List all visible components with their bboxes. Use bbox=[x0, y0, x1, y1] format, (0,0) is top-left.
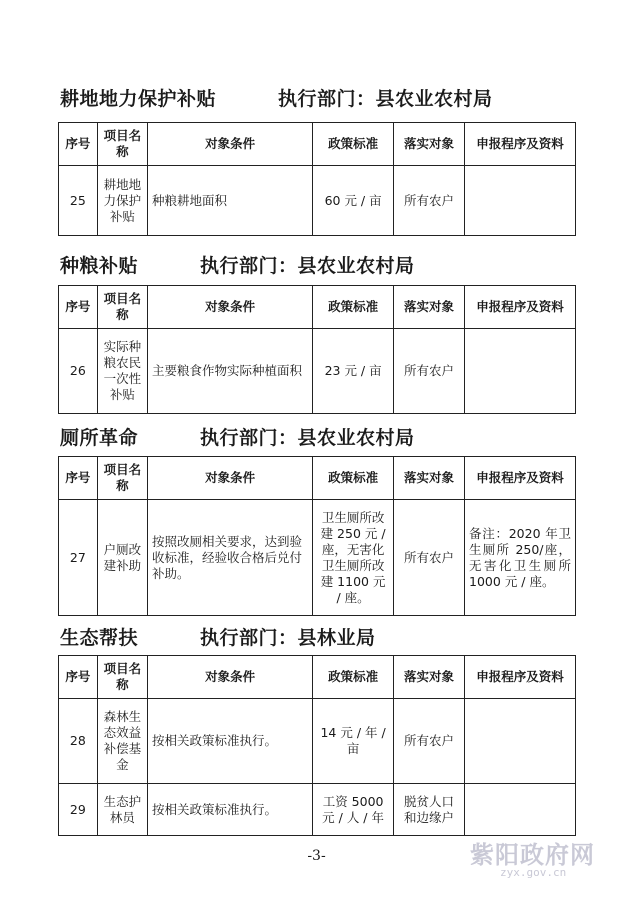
header-standard: 政策标准 bbox=[313, 286, 394, 329]
row-procedure: 备注：2020 年卫生厕所 250/座，无害化卫生厕所 1000 元 / 座。 bbox=[465, 500, 576, 616]
policy-table bbox=[58, 456, 576, 616]
section-department: 执行部门：县林业局 bbox=[200, 627, 376, 649]
page-number: -3- bbox=[307, 848, 326, 864]
policy-table bbox=[58, 285, 576, 414]
row-target: 所有农户 bbox=[393, 500, 464, 616]
table-row bbox=[59, 784, 576, 836]
row-standard: 60 元 / 亩 bbox=[313, 166, 394, 236]
section-department: 执行部门：县农业农村局 bbox=[200, 427, 415, 449]
row-procedure bbox=[465, 166, 576, 236]
section-department: 执行部门：县农业农村局 bbox=[278, 88, 493, 110]
row-procedure bbox=[465, 784, 576, 836]
header-standard: 政策标准 bbox=[313, 457, 394, 500]
row-procedure bbox=[465, 699, 576, 784]
header-target: 落实对象 bbox=[393, 457, 464, 500]
section-heading bbox=[60, 251, 415, 278]
row-standard: 工资 5000 元 / 人 / 年 bbox=[313, 784, 394, 836]
header-standard: 政策标准 bbox=[313, 123, 394, 166]
row-condition: 按照改厕相关要求，达到验收标准，经验收合格后兑付补助。 bbox=[147, 500, 312, 616]
section-title: 生态帮扶 bbox=[60, 627, 139, 649]
header-name: 项目名称 bbox=[97, 656, 147, 699]
header-no: 序号 bbox=[59, 656, 98, 699]
section-title: 种粮补贴 bbox=[60, 255, 139, 277]
watermark-site-name: 紫阳政府网 bbox=[470, 841, 595, 869]
row-condition: 主要粮食作物实际种植面积 bbox=[147, 329, 312, 414]
row-standard: 14 元 / 年 / 亩 bbox=[313, 699, 394, 784]
policy-table bbox=[58, 122, 576, 236]
section-heading bbox=[60, 423, 415, 450]
row-name: 森林生态效益补偿基金 bbox=[97, 699, 147, 784]
row-no: 26 bbox=[59, 329, 98, 414]
section-title: 耕地地力保护补贴 bbox=[60, 88, 217, 110]
section-title: 厕所革命 bbox=[60, 427, 139, 449]
table-header-row bbox=[59, 656, 576, 699]
table-row bbox=[59, 166, 576, 236]
header-name: 项目名称 bbox=[97, 457, 147, 500]
table-row bbox=[59, 500, 576, 616]
header-condition: 对象条件 bbox=[147, 286, 312, 329]
row-standard: 23 元 / 亩 bbox=[313, 329, 394, 414]
header-procedure: 申报程序及资料 bbox=[465, 656, 576, 699]
header-target: 落实对象 bbox=[393, 123, 464, 166]
row-no: 25 bbox=[59, 166, 98, 236]
row-name: 生态护林员 bbox=[97, 784, 147, 836]
header-name: 项目名称 bbox=[97, 286, 147, 329]
table-row bbox=[59, 329, 576, 414]
row-target: 所有农户 bbox=[393, 166, 464, 236]
row-no: 29 bbox=[59, 784, 98, 836]
row-no: 27 bbox=[59, 500, 98, 616]
row-standard: 卫生厕所改建 250 元 / 座，无害化卫生厕所改建 1100 元 / 座。 bbox=[313, 500, 394, 616]
row-procedure bbox=[465, 329, 576, 414]
header-no: 序号 bbox=[59, 286, 98, 329]
row-target: 脱贫人口和边缘户 bbox=[393, 784, 464, 836]
table-row bbox=[59, 699, 576, 784]
header-no: 序号 bbox=[59, 457, 98, 500]
header-condition: 对象条件 bbox=[147, 656, 312, 699]
policy-table bbox=[58, 655, 576, 836]
section-department: 执行部门：县农业农村局 bbox=[200, 255, 415, 277]
header-target: 落实对象 bbox=[393, 286, 464, 329]
table-header-row bbox=[59, 123, 576, 166]
row-name: 耕地地力保护补贴 bbox=[97, 166, 147, 236]
header-name: 项目名称 bbox=[97, 123, 147, 166]
watermark-url: zyx.gov.cn bbox=[500, 866, 567, 879]
header-procedure: 申报程序及资料 bbox=[465, 286, 576, 329]
header-standard: 政策标准 bbox=[313, 656, 394, 699]
section-heading bbox=[60, 84, 493, 111]
table-header-row bbox=[59, 457, 576, 500]
row-no: 28 bbox=[59, 699, 98, 784]
table-header-row bbox=[59, 286, 576, 329]
row-condition: 按相关政策标准执行。 bbox=[147, 699, 312, 784]
header-target: 落实对象 bbox=[393, 656, 464, 699]
row-condition: 种粮耕地面积 bbox=[147, 166, 312, 236]
row-name: 户厕改建补助 bbox=[97, 500, 147, 616]
row-condition: 按相关政策标准执行。 bbox=[147, 784, 312, 836]
header-no: 序号 bbox=[59, 123, 98, 166]
header-condition: 对象条件 bbox=[147, 457, 312, 500]
row-name: 实际种粮农民一次性补贴 bbox=[97, 329, 147, 414]
header-procedure: 申报程序及资料 bbox=[465, 457, 576, 500]
row-target: 所有农户 bbox=[393, 329, 464, 414]
row-target: 所有农户 bbox=[393, 699, 464, 784]
header-procedure: 申报程序及资料 bbox=[465, 123, 576, 166]
header-condition: 对象条件 bbox=[147, 123, 312, 166]
section-heading bbox=[60, 623, 376, 650]
